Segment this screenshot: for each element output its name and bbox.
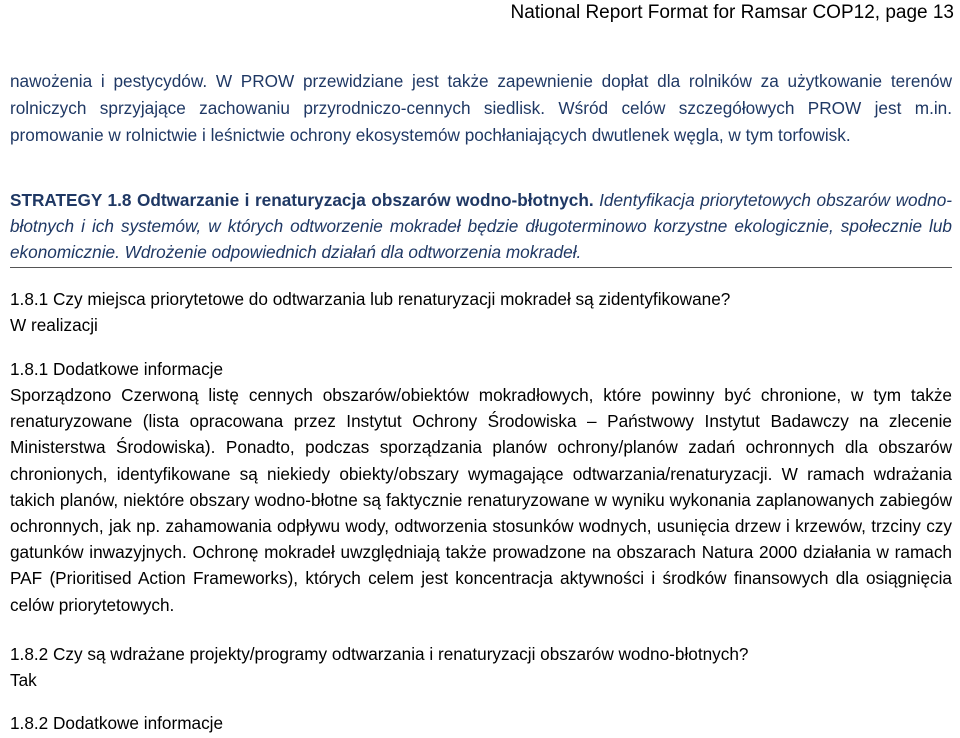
intro-paragraph [10,68,952,149]
strategy-description: Identyfikacja priorytetowych obszarów wodno-błotnych i ich systemów, w których odtworzenie mokradeł będzie długoterminowo korzystne ekologicznie, społecznie lub ekonomicznie. Wdrożenie odpowiednich działań dla odtworzenia mokradeł. [10,190,952,262]
question-1-8-2-answer: Tak [10,670,37,690]
additional-info-1-8-1-text: Sporządzono Czerwoną listę cennych obszarów/obiektów mokradłowych, które powinny być chronione, w tym także renaturyzowane (lista opracowana przez Instytut Ochrony Środowiska – Państwowy Instytut Badawczy na zlecenie Ministerstwa Środowiska). Ponadto, podczas sporządzania planów ochrony/planów zadań ochronnych dla obszarów chronionych, identyfikowane są niekiedy obiekty/obszary wymagające odtwarzania/renaturyzacji. W ramach wdrażania takich planów, niektóre obszary wodno-błotne są faktycznie renaturyzowane w wyniku wykonania zaplanowanych zabiegów ochronnych, jak np. zahamowania odpływu wody, odtworzenia stosunków wodnych, usunięcia drzew i krzewów, trzciny czy gatunków inwazyjnych. Ochronę mokradeł uwzględniają także prowadzone na obszarach Natura 2000 działania w ramach PAF (Prioritised Action Frameworks), których celem jest koncentracja aktywności i środków finansowych dla osiągnięcia celów priorytetowych. [10,385,952,615]
page-header: National Report Format for Ramsar COP12, page 13 [510,2,954,23]
intro-text: nawożenia i pestycydów. W PROW przewidziane jest także zapewnienie dopłat dla rolników za użytkowanie terenów rolniczych sprzyjające zachowaniu przyrodniczo-cennych siedlisk. Wśród celów szczegółowych PROW jest m.in. promowanie w rolnictwie i leśnictwie ochrony ekosystemów pochłaniających dwutlenek węgla, w tym torfowisk. [10,71,952,145]
question-1-8-2 [10,641,952,693]
strategy-box [10,187,952,268]
question-1-8-1-answer: W realizacji [10,315,98,335]
strategy-heading: STRATEGY 1.8 Odtwarzanie i renaturyzacja obszarów wodno-błotnych. [10,190,594,210]
additional-info-1-8-2-label: 1.8.2 Dodatkowe informacje [10,713,224,733]
additional-info-1-8-1-label: 1.8.1 Dodatkowe informacje [10,359,224,379]
question-1-8-1 [10,286,952,338]
additional-info-1-8-1-body [10,382,952,618]
question-1-8-2-text: 1.8.2 Czy są wdrażane projekty/programy odtwarzania i renaturyzacji obszarów wodno-błotnych? [10,644,749,664]
question-1-8-1-text: 1.8.1 Czy miejsca priorytetowe do odtwarzania lub renaturyzacji mokradeł są zidentyfikowane? [10,289,731,309]
